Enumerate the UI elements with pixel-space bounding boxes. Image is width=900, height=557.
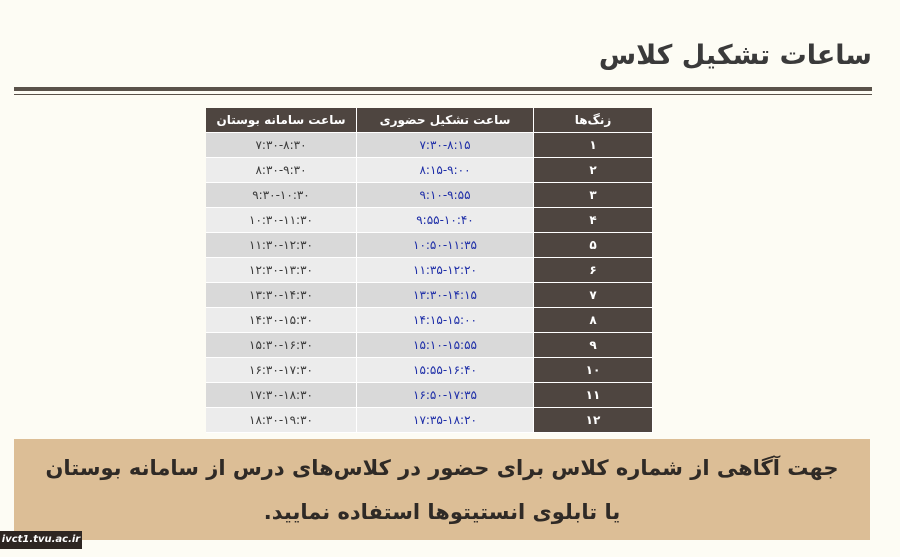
- boston-time-cell: ۷:۳۰-۸:۳۰: [206, 133, 357, 158]
- site-url-badge: ivct1.tvu.ac.ir: [0, 531, 82, 549]
- table-row: [206, 333, 653, 358]
- boston-time-cell: ۱۴:۳۰-۱۵:۳۰: [206, 308, 357, 333]
- presence-time-cell: ۱۷:۳۵-۱۸:۲۰: [357, 408, 534, 433]
- bell-number-cell: ۳: [534, 183, 653, 208]
- presence-time-cell: ۱۶:۵۰-۱۷:۳۵: [357, 383, 534, 408]
- bell-number-cell: ۱۲: [534, 408, 653, 433]
- boston-time-cell: ۱۵:۳۰-۱۶:۳۰: [206, 333, 357, 358]
- class-schedule-table: [206, 108, 653, 433]
- notice-banner: [14, 439, 870, 540]
- table-row: [206, 258, 653, 283]
- bell-number-cell: ۹: [534, 333, 653, 358]
- boston-time-cell: ۸:۳۰-۹:۳۰: [206, 158, 357, 183]
- boston-time-cell: ۱۲:۳۰-۱۳:۳۰: [206, 258, 357, 283]
- bell-number-cell: ۱۱: [534, 383, 653, 408]
- table-row: [206, 408, 653, 433]
- presence-time-cell: ۱۳:۳۰-۱۴:۱۵: [357, 283, 534, 308]
- header-boston-time: ساعت سامانه بوستان: [206, 108, 357, 133]
- bell-number-cell: ۴: [534, 208, 653, 233]
- presence-time-cell: ۷:۳۰-۸:۱۵: [357, 133, 534, 158]
- notice-text: جهت آگاهی از شماره کلاس برای حضور در کلاس‌های درس از سامانه بوستان یا تابلوی انستیتوها استفاده نمایید.: [45, 455, 839, 524]
- bell-number-cell: ۵: [534, 233, 653, 258]
- table-row: [206, 283, 653, 308]
- header-presence-time: ساعت تشکیل حضوری: [357, 108, 534, 133]
- boston-time-cell: ۱۶:۳۰-۱۷:۳۰: [206, 358, 357, 383]
- table-row: [206, 383, 653, 408]
- table-row: [206, 183, 653, 208]
- bell-number-cell: ۲: [534, 158, 653, 183]
- page-title: ساعات تشکیل کلاس: [598, 40, 872, 71]
- bell-number-cell: ۶: [534, 258, 653, 283]
- bell-number-cell: ۱: [534, 133, 653, 158]
- presence-time-cell: ۱۱:۳۵-۱۲:۲۰: [357, 258, 534, 283]
- table-header-row: [206, 108, 653, 133]
- table-row: [206, 208, 653, 233]
- bell-number-cell: ۷: [534, 283, 653, 308]
- boston-time-cell: ۱۰:۳۰-۱۱:۳۰: [206, 208, 357, 233]
- presence-time-cell: ۸:۱۵-۹:۰۰: [357, 158, 534, 183]
- bell-number-cell: ۸: [534, 308, 653, 333]
- presence-time-cell: ۱۰:۵۰-۱۱:۳۵: [357, 233, 534, 258]
- table-row: [206, 358, 653, 383]
- title-divider-thin: [14, 94, 872, 95]
- table-row: [206, 158, 653, 183]
- boston-time-cell: ۱۱:۳۰-۱۲:۳۰: [206, 233, 357, 258]
- bell-number-cell: ۱۰: [534, 358, 653, 383]
- header-bell: زنگ‌ها: [534, 108, 653, 133]
- table-row: [206, 133, 653, 158]
- presence-time-cell: ۹:۱۰-۹:۵۵: [357, 183, 534, 208]
- presence-time-cell: ۱۵:۱۰-۱۵:۵۵: [357, 333, 534, 358]
- table-row: [206, 308, 653, 333]
- presence-time-cell: ۱۵:۵۵-۱۶:۴۰: [357, 358, 534, 383]
- boston-time-cell: ۱۳:۳۰-۱۴:۳۰: [206, 283, 357, 308]
- boston-time-cell: ۱۸:۳۰-۱۹:۳۰: [206, 408, 357, 433]
- presence-time-cell: ۹:۵۵-۱۰:۴۰: [357, 208, 534, 233]
- boston-time-cell: ۱۷:۳۰-۱۸:۳۰: [206, 383, 357, 408]
- table-row: [206, 233, 653, 258]
- title-divider-thick: [14, 87, 872, 91]
- boston-time-cell: ۹:۳۰-۱۰:۳۰: [206, 183, 357, 208]
- presence-time-cell: ۱۴:۱۵-۱۵:۰۰: [357, 308, 534, 333]
